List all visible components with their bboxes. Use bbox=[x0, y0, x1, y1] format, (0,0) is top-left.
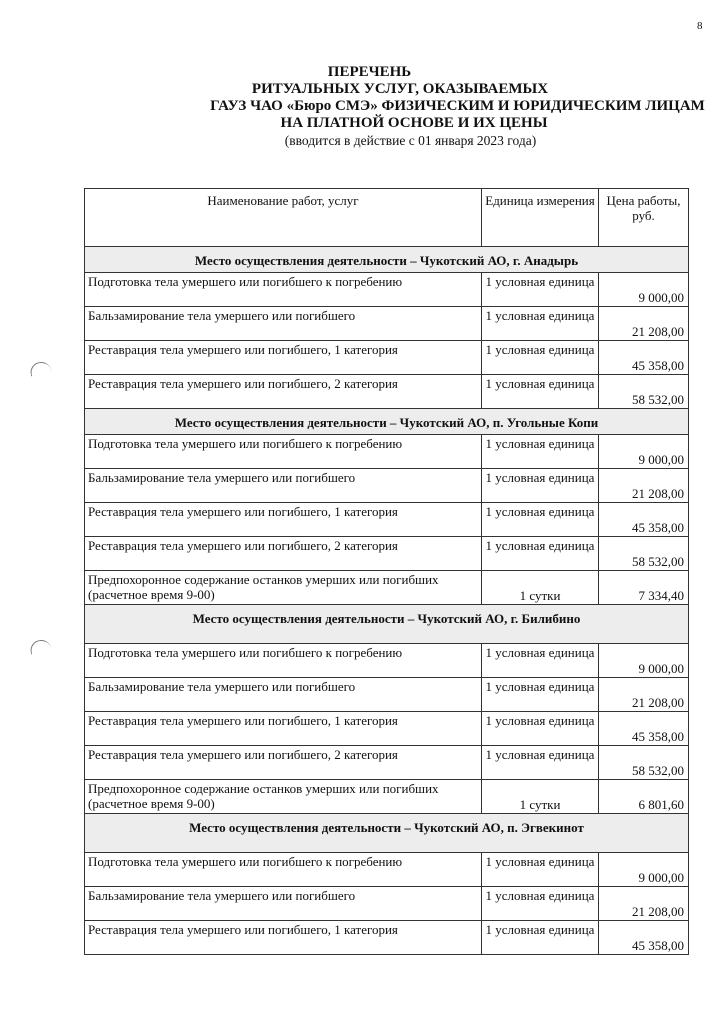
section-title: Место осуществления деятельности – Чукотский АО, г. Билибино bbox=[85, 605, 689, 644]
service-name: Подготовка тела умершего или погибшего к погребению bbox=[85, 273, 482, 307]
service-price: 58 532,00 bbox=[599, 375, 689, 409]
punch-hole-mark bbox=[29, 361, 52, 377]
table-row bbox=[85, 273, 689, 307]
table-row bbox=[85, 307, 689, 341]
service-price: 45 358,00 bbox=[599, 503, 689, 537]
table-row bbox=[85, 435, 689, 469]
service-price: 21 208,00 bbox=[599, 469, 689, 503]
doc-title-line: РИТУАЛЬНЫХ УСЛУГ, ОКАЗЫВАЕМЫХ bbox=[251, 81, 549, 97]
unit-of-measure: 1 условная единица bbox=[482, 853, 599, 887]
table-row bbox=[85, 712, 689, 746]
table-row bbox=[85, 644, 689, 678]
service-name: Бальзамирование тела умершего или погибшего bbox=[85, 469, 482, 503]
service-name: Бальзамирование тела умершего или погибшего bbox=[85, 678, 482, 712]
unit-of-measure: 1 условная единица bbox=[482, 537, 599, 571]
doc-subtitle: (вводится в действие с 01 января 2023 года) bbox=[284, 133, 537, 148]
service-price: 21 208,00 bbox=[599, 307, 689, 341]
section-row bbox=[85, 409, 689, 435]
service-price: 45 358,00 bbox=[599, 712, 689, 746]
unit-of-measure: 1 условная единица bbox=[482, 921, 599, 955]
unit-of-measure: 1 условная единица bbox=[482, 644, 599, 678]
unit-of-measure: 1 сутки bbox=[482, 571, 599, 605]
table-row bbox=[85, 341, 689, 375]
section-row bbox=[85, 814, 689, 853]
unit-of-measure: 1 условная единица bbox=[482, 307, 599, 341]
table-body bbox=[85, 247, 689, 955]
doc-title-line: НА ПЛАТНОЙ ОСНОВЕ И ИХ ЦЕНЫ bbox=[280, 115, 548, 131]
service-name: Реставрация тела умершего или погибшего, 1 категория bbox=[85, 921, 482, 955]
service-price: 45 358,00 bbox=[599, 921, 689, 955]
service-price: 6 801,60 bbox=[599, 780, 689, 814]
service-name: Реставрация тела умершего или погибшего, 1 категория bbox=[85, 341, 482, 375]
doc-title-line: ПЕРЕЧЕНЬ bbox=[327, 64, 412, 80]
table-row bbox=[85, 853, 689, 887]
section-row bbox=[85, 247, 689, 273]
section-row bbox=[85, 605, 689, 644]
unit-of-measure: 1 условная единица bbox=[482, 712, 599, 746]
document-header bbox=[0, 64, 725, 149]
unit-of-measure: 1 условная единица bbox=[482, 746, 599, 780]
service-price: 21 208,00 bbox=[599, 678, 689, 712]
unit-of-measure: 1 сутки bbox=[482, 780, 599, 814]
table-header-row bbox=[85, 189, 689, 247]
table-row bbox=[85, 780, 689, 814]
doc-title-line: ГАУЗ ЧАО «Бюро СМЭ» ФИЗИЧЕСКИМ И ЮРИДИЧЕСКИМ ЛИЦАМ bbox=[210, 98, 705, 114]
service-name: Подготовка тела умершего или погибшего к погребению bbox=[85, 435, 482, 469]
unit-of-measure: 1 условная единица bbox=[482, 887, 599, 921]
unit-of-measure: 1 условная единица bbox=[482, 273, 599, 307]
table-row bbox=[85, 921, 689, 955]
table-row bbox=[85, 375, 689, 409]
service-price: 21 208,00 bbox=[599, 887, 689, 921]
service-name: Реставрация тела умершего или погибшего, 2 категория bbox=[85, 746, 482, 780]
service-name: Реставрация тела умершего или погибшего, 2 категория bbox=[85, 375, 482, 409]
table-row bbox=[85, 571, 689, 605]
unit-of-measure: 1 условная единица bbox=[482, 375, 599, 409]
service-price: 9 000,00 bbox=[599, 273, 689, 307]
service-name: Подготовка тела умершего или погибшего к погребению bbox=[85, 644, 482, 678]
service-name: Реставрация тела умершего или погибшего, 2 категория bbox=[85, 537, 482, 571]
header-name: Наименование работ, услуг bbox=[85, 189, 482, 247]
table-row bbox=[85, 887, 689, 921]
unit-of-measure: 1 условная единица bbox=[482, 341, 599, 375]
service-price: 58 532,00 bbox=[599, 746, 689, 780]
section-title: Место осуществления деятельности – Чукотский АО, п. Эгвекинот bbox=[85, 814, 689, 853]
unit-of-measure: 1 условная единица bbox=[482, 678, 599, 712]
service-name: Реставрация тела умершего или погибшего, 1 категория bbox=[85, 503, 482, 537]
table-row bbox=[85, 503, 689, 537]
table-row bbox=[85, 746, 689, 780]
header-unit: Единица измерения bbox=[482, 189, 599, 247]
section-title: Место осуществления деятельности – Чукотский АО, г. Анадырь bbox=[85, 247, 689, 273]
section-title: Место осуществления деятельности – Чукотский АО, п. Угольные Копи bbox=[85, 409, 689, 435]
table-row bbox=[85, 678, 689, 712]
header-price: Цена работы, руб. bbox=[599, 189, 689, 247]
table-row bbox=[85, 537, 689, 571]
unit-of-measure: 1 условная единица bbox=[482, 469, 599, 503]
service-name: Подготовка тела умершего или погибшего к погребению bbox=[85, 853, 482, 887]
service-name: Бальзамирование тела умершего или погибшего bbox=[85, 307, 482, 341]
service-name: Предпохоронное содержание останков умерших или погибших (расчетное время 9-00) bbox=[85, 780, 482, 814]
service-name: Бальзамирование тела умершего или погибшего bbox=[85, 887, 482, 921]
unit-of-measure: 1 условная единица bbox=[482, 435, 599, 469]
page-number: 8 bbox=[697, 20, 703, 32]
table-row bbox=[85, 469, 689, 503]
service-name: Предпохоронное содержание останков умерших или погибших (расчетное время 9-00) bbox=[85, 571, 482, 605]
service-price: 45 358,00 bbox=[599, 341, 689, 375]
punch-hole-mark bbox=[29, 639, 52, 655]
service-price: 9 000,00 bbox=[599, 853, 689, 887]
service-name: Реставрация тела умершего или погибшего, 1 категория bbox=[85, 712, 482, 746]
unit-of-measure: 1 условная единица bbox=[482, 503, 599, 537]
price-table bbox=[84, 188, 689, 955]
service-price: 9 000,00 bbox=[599, 644, 689, 678]
service-price: 9 000,00 bbox=[599, 435, 689, 469]
service-price: 58 532,00 bbox=[599, 537, 689, 571]
service-price: 7 334,40 bbox=[599, 571, 689, 605]
